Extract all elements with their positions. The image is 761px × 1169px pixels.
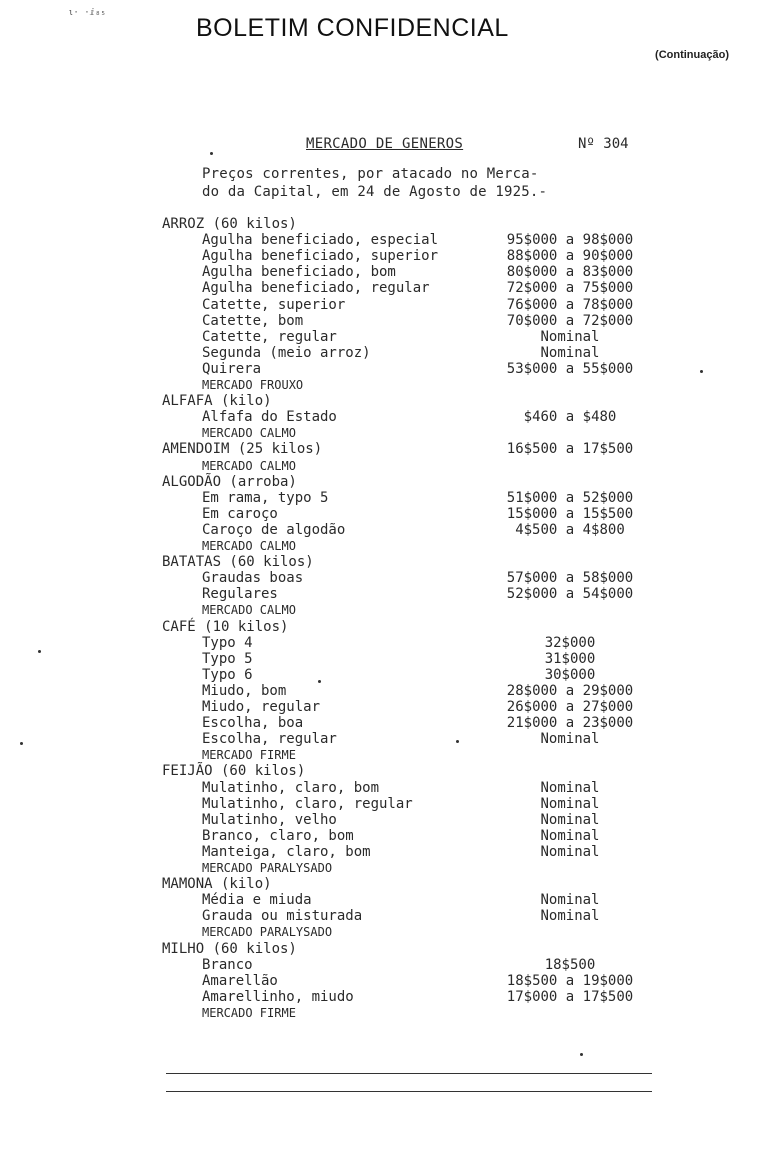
price-value: Nominal <box>540 811 600 828</box>
price-value: 70$000 a 72$000 <box>506 312 634 329</box>
item-row <box>0 715 761 731</box>
market-status-row <box>0 425 761 441</box>
intro-line-2: do da Capital, em 24 de Agosto de 1925.- <box>202 184 548 200</box>
item-row <box>0 232 761 248</box>
price-value: 15$000 a 15$500 <box>506 505 634 522</box>
item-name: Escolha, boa <box>202 715 304 732</box>
item-name: Agulha beneficiado, regular <box>202 280 430 297</box>
price-value: Nominal <box>540 843 600 860</box>
product-row <box>0 554 761 570</box>
price-value: $460 a $480 <box>523 409 617 426</box>
product-row <box>0 619 761 635</box>
price-value: Nominal <box>540 344 600 361</box>
price-value: Nominal <box>540 795 600 812</box>
price-value: 32$000 <box>544 634 596 651</box>
price-value: 57$000 a 58$000 <box>506 570 634 587</box>
market-status: MERCADO PARALYSADO <box>202 861 333 875</box>
item-row <box>0 844 761 860</box>
footer-rule-top <box>166 1073 652 1074</box>
speck <box>318 680 321 683</box>
item-row <box>0 313 761 329</box>
product-name: CAFÉ (10 kilos) <box>162 618 289 635</box>
market-status: MERCADO FIRME <box>202 748 296 763</box>
item-name: Catette, regular <box>202 328 337 345</box>
price-value: 17$000 a 17$500 <box>506 988 634 1005</box>
item-name: Alfafa do Estado <box>202 409 337 426</box>
price-value: 52$000 a 54$000 <box>506 586 634 603</box>
price-value: Nominal <box>540 892 600 909</box>
item-name: Branco, claro, bom <box>202 827 354 844</box>
item-row <box>0 264 761 280</box>
product-name: AMENDOIM (25 kilos) <box>162 441 323 458</box>
product-row <box>0 941 761 957</box>
market-status-row <box>0 538 761 554</box>
item-row <box>0 828 761 844</box>
item-name: Regulares <box>202 586 278 603</box>
price-value: Nominal <box>540 827 600 844</box>
item-name: Amarellinho, miudo <box>202 988 354 1005</box>
item-row <box>0 731 761 747</box>
item-name: Em caroço <box>202 505 278 522</box>
product-row <box>0 393 761 409</box>
item-row <box>0 957 761 973</box>
corner-mark: ι· ·ⅈ₈₅ <box>68 8 106 18</box>
speck <box>38 650 41 653</box>
page-title: BOLETIM CONFIDENCIAL <box>196 14 509 42</box>
item-name: Escolha, regular <box>202 731 337 748</box>
item-name: Agulha beneficiado, especial <box>202 232 439 249</box>
item-row <box>0 361 761 377</box>
market-status: MERCADO CALMO <box>202 426 296 441</box>
market-status: MERCADO CALMO <box>202 539 296 553</box>
product-name: ALFAFA (kilo) <box>162 393 272 410</box>
item-row <box>0 297 761 313</box>
product-name: ARROZ (60 kilos) <box>162 216 297 232</box>
product-name: FEIJÃO (60 kilos) <box>162 763 306 780</box>
speck <box>210 152 213 155</box>
price-value: 53$000 a 55$000 <box>506 360 634 377</box>
item-row <box>0 780 761 796</box>
speck <box>700 370 703 373</box>
item-row <box>0 635 761 651</box>
item-name: Manteiga, claro, bom <box>202 843 371 860</box>
price-value: Nominal <box>540 779 600 796</box>
item-row <box>0 280 761 296</box>
item-name: Agulha beneficiado, superior <box>202 248 439 265</box>
item-name: Graudas boas <box>202 570 304 587</box>
item-row <box>0 506 761 522</box>
item-row <box>0 522 761 538</box>
item-name: Segunda (meio arroz) <box>202 344 371 361</box>
market-status-row <box>0 924 761 940</box>
item-row <box>0 248 761 264</box>
item-name: Branco <box>202 956 253 973</box>
price-value: 51$000 a 52$000 <box>506 489 634 506</box>
item-name: Amarellão <box>202 972 278 989</box>
product-row <box>0 876 761 892</box>
item-name: Typo 5 <box>202 650 253 667</box>
item-name: Média e miuda <box>202 892 312 909</box>
price-value: 31$000 <box>544 650 596 667</box>
product-name: ALGODÃO (arroba) <box>162 473 297 490</box>
market-status-row <box>0 747 761 763</box>
price-value: 80$000 a 83$000 <box>506 264 634 281</box>
price-value: 26$000 a 27$000 <box>506 699 634 715</box>
price-value: 95$000 a 98$000 <box>506 232 634 249</box>
item-row <box>0 667 761 683</box>
price-value: 16$500 a 17$500 <box>506 441 634 458</box>
market-status-row <box>0 1005 761 1021</box>
price-value: 28$000 a 29$000 <box>506 682 634 699</box>
item-row <box>0 989 761 1005</box>
item-name: Agulha beneficiado, bom <box>202 264 396 281</box>
price-value: Nominal <box>540 328 600 345</box>
item-row <box>0 570 761 586</box>
price-value: 18$500 a 19$000 <box>506 972 634 989</box>
price-value: 72$000 a 75$000 <box>506 280 634 297</box>
market-status-row <box>0 377 761 393</box>
item-row <box>0 973 761 989</box>
item-name: Caroço de algodão <box>202 521 346 538</box>
price-value: 18$500 <box>544 956 596 973</box>
price-value: 88$000 a 90$000 <box>506 248 634 265</box>
price-value: 21$000 a 23$000 <box>506 715 634 732</box>
bulletin-number: Nº 304 <box>578 136 629 152</box>
market-status: MERCADO PARALYSADO <box>202 925 333 940</box>
price-value: 76$000 a 78$000 <box>506 296 634 313</box>
item-row <box>0 651 761 667</box>
price-value: 4$500 a 4$800 <box>515 521 625 538</box>
market-status: MERCADO CALMO <box>202 603 296 618</box>
item-row <box>0 586 761 602</box>
product-name: MILHO (60 kilos) <box>162 940 297 957</box>
product-row <box>0 474 761 490</box>
continuation-label: (Continuação) <box>655 49 729 61</box>
product-row <box>0 216 761 232</box>
item-name: Miudo, bom <box>202 682 287 699</box>
item-name: Miudo, regular <box>202 699 321 715</box>
item-row <box>0 329 761 345</box>
price-value: Nominal <box>540 731 600 748</box>
item-name: Typo 6 <box>202 666 253 683</box>
item-row <box>0 409 761 425</box>
item-name: Grauda ou misturada <box>202 908 363 925</box>
product-name: BATATAS (60 kilos) <box>162 554 314 571</box>
item-row <box>0 812 761 828</box>
item-name: Em rama, typo 5 <box>202 489 329 506</box>
item-row <box>0 892 761 908</box>
speck <box>456 740 459 743</box>
product-row <box>0 763 761 779</box>
item-name: Catette, superior <box>202 296 346 313</box>
price-value: Nominal <box>540 908 600 925</box>
price-value: 30$000 <box>544 666 596 683</box>
item-row <box>0 683 761 699</box>
item-name: Mulatinho, claro, bom <box>202 779 380 796</box>
item-name: Mulatinho, velho <box>202 811 337 828</box>
speck <box>580 1053 583 1056</box>
item-row <box>0 796 761 812</box>
item-name: Catette, bom <box>202 312 304 329</box>
item-name: Typo 4 <box>202 634 253 651</box>
item-name: Quirera <box>202 360 262 377</box>
product-row <box>0 441 761 457</box>
product-name: MAMONA (kilo) <box>162 876 272 893</box>
market-status-row <box>0 860 761 876</box>
market-status-row <box>0 458 761 474</box>
intro-line-1: Preços correntes, por atacado no Merca- <box>202 166 539 182</box>
item-row <box>0 699 761 715</box>
market-status: MERCADO CALMO <box>202 458 296 473</box>
market-status: MERCADO FIRME <box>202 1005 296 1020</box>
item-row <box>0 490 761 506</box>
market-title: MERCADO DE GENEROS <box>306 136 464 152</box>
speck <box>20 742 23 745</box>
item-name: Mulatinho, claro, regular <box>202 795 413 812</box>
footer-rule-bottom <box>166 1091 652 1092</box>
market-status-row <box>0 602 761 618</box>
item-row <box>0 908 761 924</box>
item-row <box>0 345 761 361</box>
market-status: MERCADO FROUXO <box>202 378 304 392</box>
